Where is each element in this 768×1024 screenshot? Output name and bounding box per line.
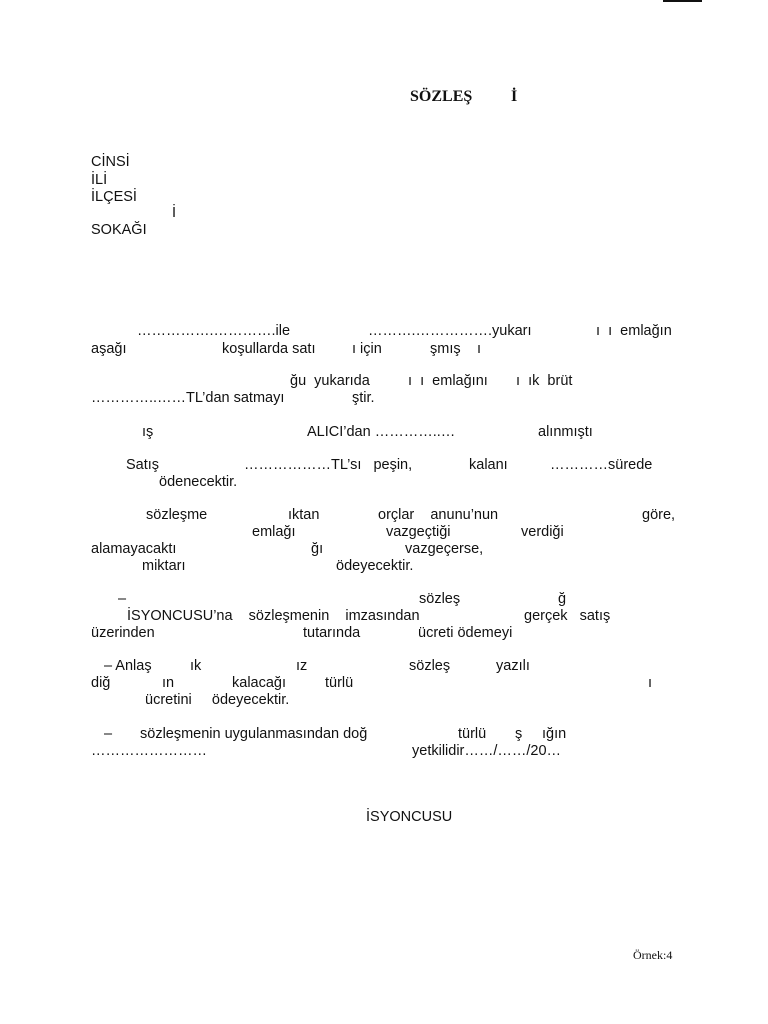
p5-line1-a: sözleşme	[146, 507, 208, 523]
p4-line2-a: ödenecektir.	[159, 474, 238, 490]
p6-line2-a: İSYONCUSU’na sözleşmenin imzasından	[127, 608, 420, 624]
p5-line3-a: alamayacaktı	[91, 541, 177, 557]
p7-line1-a: – Anlaş	[104, 658, 152, 674]
p5-line3-c: vazgeçerse,	[405, 541, 484, 557]
p1-line2-a: aşağı	[91, 341, 127, 357]
p1-line2-d: şmış	[430, 341, 461, 357]
p6-line3-a: üzerinden	[91, 625, 155, 641]
p2-line2-a: …………..……TL’dan satmayı	[91, 390, 285, 406]
p2-line2-b: ştir.	[352, 390, 375, 406]
field-sokagi: SOKAĞI	[91, 222, 147, 238]
p8-line1-e: ığın	[542, 726, 567, 742]
p7-line2-d: türlü	[325, 675, 354, 691]
p5-line1-d: göre,	[642, 507, 676, 523]
p8-line1-d: ş	[515, 726, 523, 742]
p8-line2-a: ……………………	[91, 743, 207, 759]
p6-line1-c: ğ	[558, 591, 567, 607]
p5-line1-c: orçlar anunu’nun	[378, 507, 499, 523]
p8-line1-c: türlü	[458, 726, 487, 742]
field-ili: İLİ	[91, 172, 108, 188]
p5-line2-a: emlağı	[252, 524, 296, 540]
p5-line4-b: ödeyecektir.	[336, 558, 414, 574]
p2-line1-a: ğu yukarıda	[290, 373, 370, 389]
p5-line2-b: vazgeçtiği	[386, 524, 451, 540]
field-ilcesi: İLÇESİ	[91, 189, 137, 205]
p5-line3-b: ğı	[311, 541, 324, 557]
p5-line2-c: verdiği	[521, 524, 564, 540]
p8-line2-b: yetkilidir……/……/20…	[412, 743, 562, 759]
p3-line1-b: ALICI’dan …………..…	[307, 424, 456, 440]
signature-label: İSYONCUSU	[366, 809, 453, 825]
p3-line1-a: ış	[142, 424, 154, 440]
p1-line2-e: ı	[477, 341, 482, 357]
p2-line1-b: ı ı emlağını	[408, 373, 488, 389]
p4-line1-b: ………………TL’sı peşin,	[244, 457, 413, 473]
field-fragment: İ	[172, 205, 177, 221]
p7-line3-a: ücretini ödeyecektir.	[145, 692, 290, 708]
p5-line1-b: ıktan	[288, 507, 320, 523]
footer-label: Örnek:4	[633, 948, 673, 962]
p7-line1-b: ık	[190, 658, 202, 674]
p4-line1-a: Satış	[126, 457, 160, 473]
top-edge-bar	[663, 0, 702, 2]
p1-line2-b: koşullarda satı	[222, 341, 316, 357]
p1-line1-c: ı ı emlağın	[596, 323, 672, 339]
p4-line1-d: …………sürede	[550, 457, 653, 473]
p1-line2-c: ı için	[352, 341, 382, 357]
p6-line1-a: –	[118, 591, 127, 607]
document-title-part1: SÖZLEŞ	[410, 88, 473, 105]
p8-line1-a: –	[104, 726, 113, 742]
p3-line1-c: alınmıştı	[538, 424, 593, 440]
p7-line2-c: kalacağı	[232, 675, 287, 691]
p1-line1-a: …………….………….ile	[137, 323, 291, 339]
field-cinsi: CİNSİ	[91, 154, 130, 170]
p6-line2-b: gerçek satış	[524, 608, 611, 624]
p7-line2-e: ı	[648, 675, 653, 691]
p4-line1-c: kalanı	[469, 457, 508, 473]
p1-line1-b: ……….…………….yukarı	[368, 323, 532, 339]
p2-line1-c: ı ık brüt	[516, 373, 573, 389]
p7-line2-a: diğ	[91, 675, 111, 691]
p7-line2-b: ın	[162, 675, 175, 691]
p6-line3-c: ücreti ödemeyi	[418, 625, 513, 641]
p7-line1-e: yazılı	[496, 658, 530, 674]
document-title-part2: İ	[511, 88, 518, 105]
p7-line1-c: ız	[296, 658, 308, 674]
p8-line1-b: sözleşmenin uygulanmasından doğ	[140, 726, 368, 742]
p7-line1-d: sözleş	[409, 658, 451, 674]
p5-line4-a: miktarı	[142, 558, 186, 574]
p6-line1-b: sözleş	[419, 591, 461, 607]
p6-line3-b: tutarında	[303, 625, 361, 641]
